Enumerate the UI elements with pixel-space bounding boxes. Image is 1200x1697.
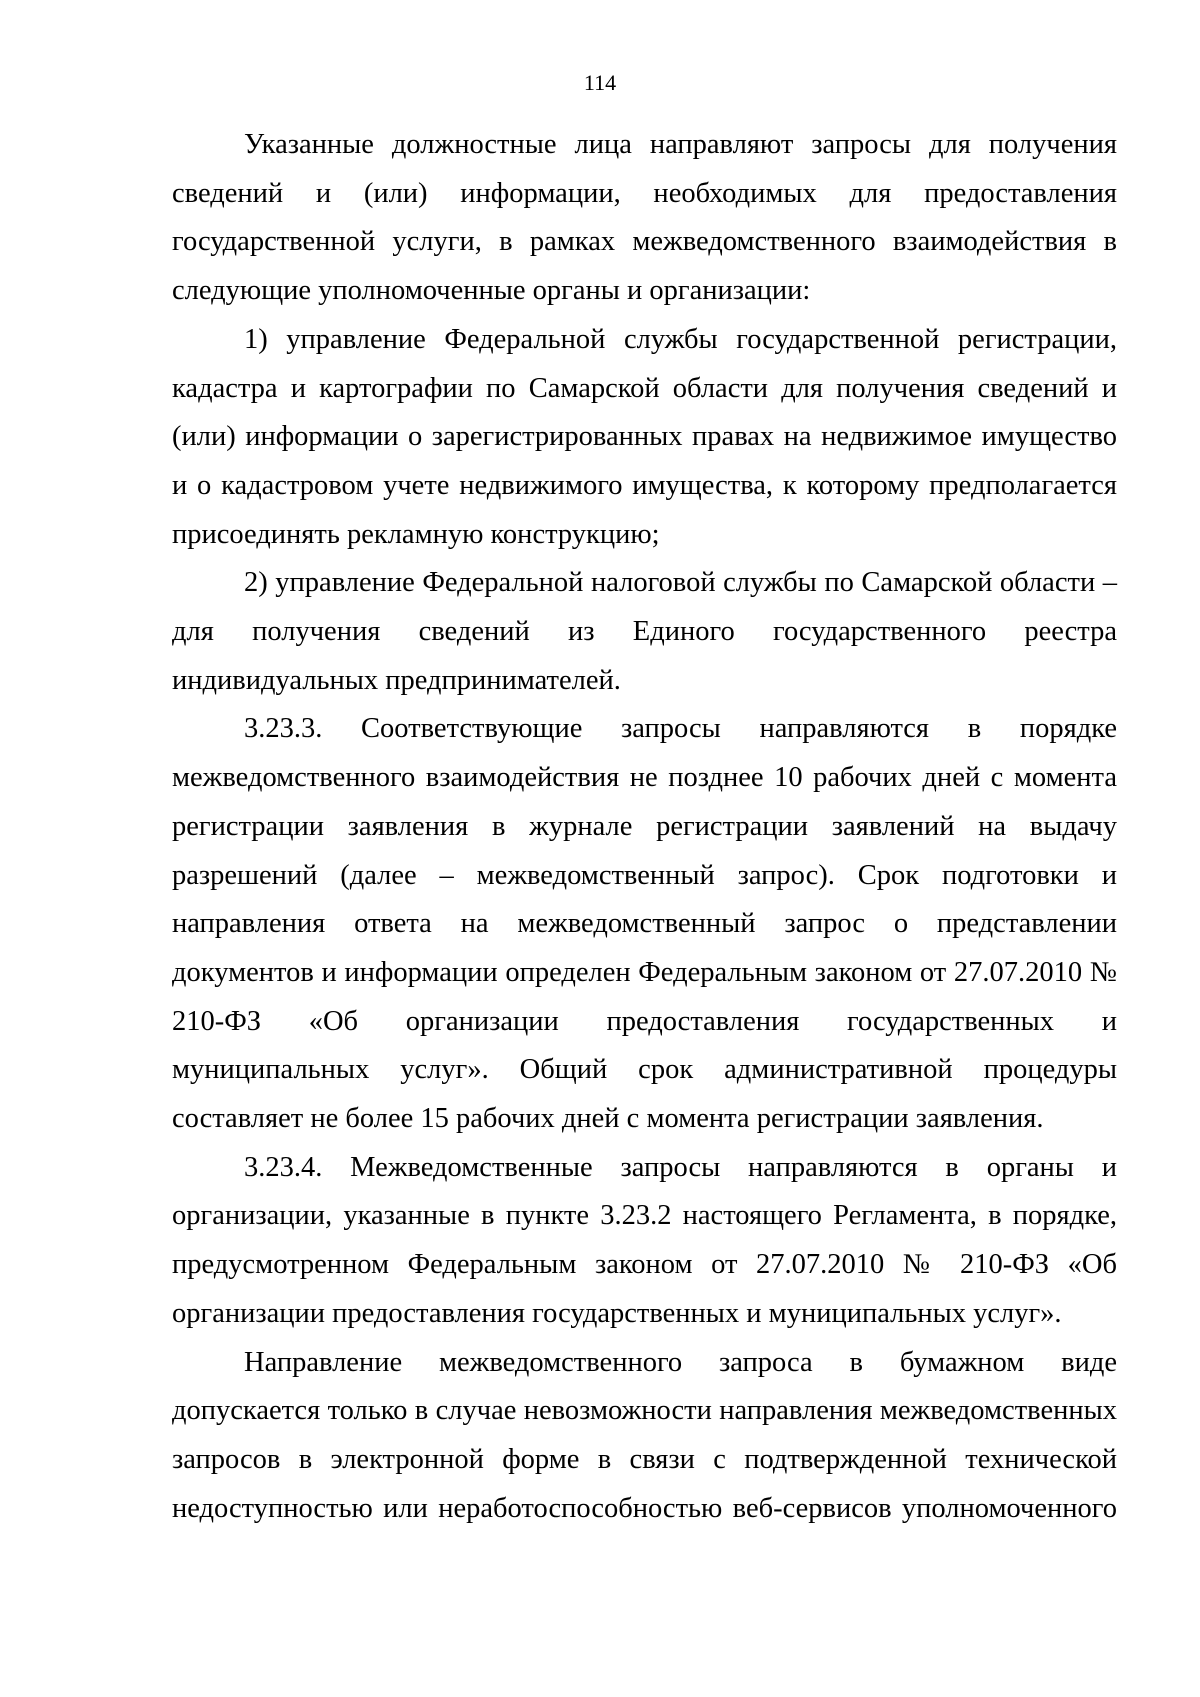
paragraph-3-23-4: 3.23.4. Межведомственные запросы направляются в органы и организации, указанные в пункте 3.23.2 настоящего Регламента, в порядке, предусмотренном Федеральным законом от 27.07.2010 № 210-ФЗ «Об организации предоставления государственных и муниципальных услуг». (172, 1151, 1117, 1329)
page-number: 114 (583, 70, 617, 95)
paragraph-officials-requests: Указанные должностные лица направляют запросы для получения сведений и (или) информации, необходимых для предоставления государственной услуги, в рамках межведомственного взаимодействия в следующие уполномоченные органы и организации: (172, 129, 1117, 307)
paragraph-3-23-3: 3.23.3. Соответствующие запросы направляются в порядке межведомственного взаимодействия не позднее 10 рабочих дней с момента регистрации заявления в журнале регистрации заявлений на выдачу разрешений (далее – межведомственный запрос). Срок подготовки и направления ответа на межведомственный запрос о представлении документов и информации определен Федеральным законом от 27.07.2010 № 210-ФЗ «Об организации предоставления государственных и муниципальных услуг». Общий срок административной процедуры составляет не более 15 рабочих дней с момента регистрации заявления. (172, 713, 1117, 1135)
document-body (172, 121, 1117, 1533)
paragraph-item-2-tax-service: 2) управление Федеральной налоговой службы по Самарской области – для получения сведений из Единого государственного реестра индивидуальных предпринимателей. (172, 567, 1117, 696)
paragraph-paper-request: Направление межведомственного запроса в бумажном виде допускается только в случае невозможности направления межведомственных запросов в электронной форме в связи с подтвержденной технической недоступностью или неработоспособностью веб-сервисов уполномоченного (172, 1346, 1117, 1524)
paragraph-item-1-rosreestr: 1) управление Федеральной службы государственной регистрации, кадастра и картографии по Самарской области для получения сведений и (или) информации о зарегистрированных правах на недвижимое имущество и о кадастровом учете недвижимого имущества, к которому предполагается присоединять рекламную конструкцию; (172, 323, 1117, 550)
